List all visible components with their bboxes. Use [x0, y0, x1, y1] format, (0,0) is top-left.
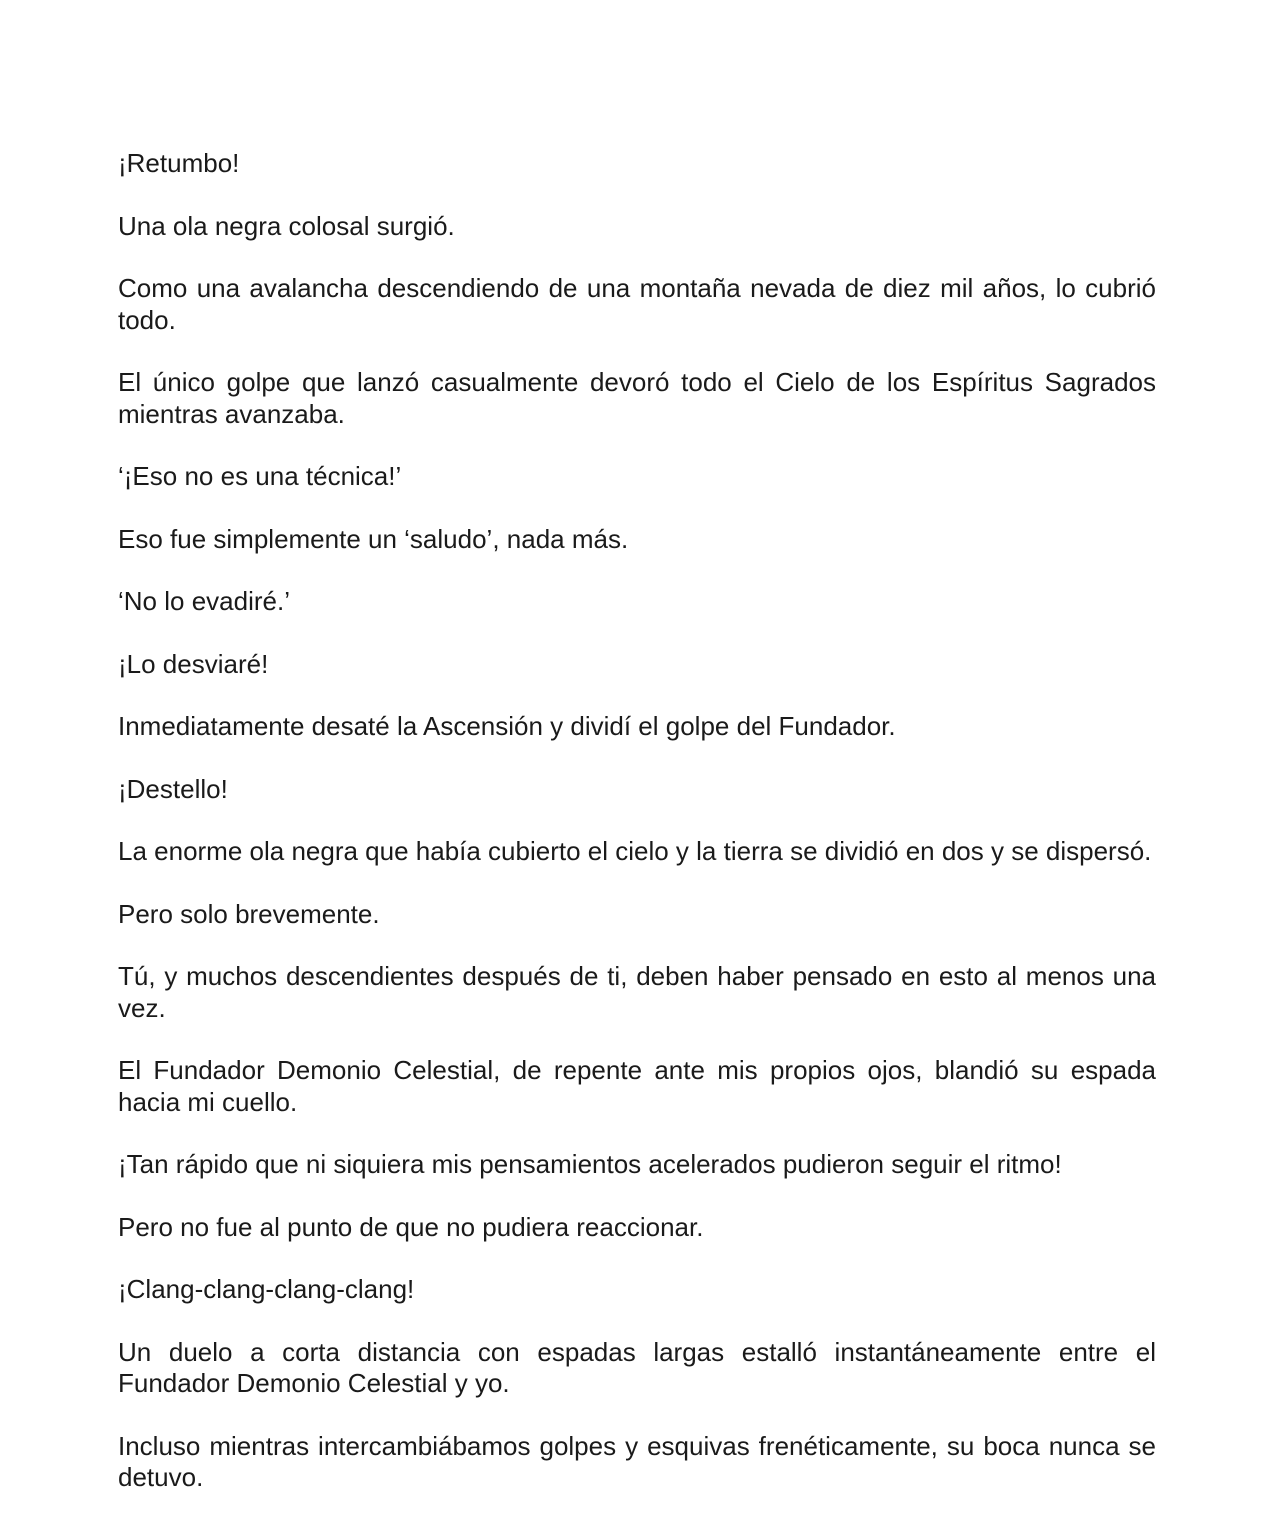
paragraph: Una ola negra colosal surgió. [118, 210, 455, 241]
paragraph: Inmediatamente desaté la Ascensión y dividí el golpe del Fundador. [118, 711, 896, 741]
paragraph: Eso fue simplemente un ‘saludo’, nada más. [118, 523, 629, 554]
paragraph: ¡Destello! [118, 773, 228, 804]
paragraph: ¡Tan rápido que ni siquiera mis pensamientos acelerados pudieron seguir el ritmo! [118, 1149, 1062, 1179]
body-text [118, 148, 1156, 1525]
paragraph: El Fundador Demonio Celestial, de repente ante mis propios ojos, blandió su espada hacia mi cuello. [118, 1055, 1156, 1117]
paragraph: ‘No lo evadiré.’ [118, 586, 290, 616]
paragraph: Pero no fue al punto de que no pudiera reaccionar. [118, 1211, 704, 1242]
paragraph: El único golpe que lanzó casualmente devoró todo el Cielo de los Espíritus Sagrados mientras avanzaba. [118, 367, 1156, 429]
paragraph: ¡Retumbo! [118, 148, 240, 178]
paragraph: Pero solo brevemente. [118, 898, 380, 929]
paragraph: ¡Clang-clang-clang-clang! [118, 1274, 415, 1304]
paragraph: ‘¡Eso no es una técnica!’ [118, 461, 402, 491]
paragraph: La enorme ola negra que había cubierto el cielo y la tierra se dividió en dos y se dispersó. [118, 836, 1152, 866]
paragraph: Tú, y muchos descendientes después de ti, deben haber pensado en esto al menos una vez. [118, 961, 1156, 1023]
paragraph: Un duelo a corta distancia con espadas largas estalló instantáneamente entre el Fundador Demonio Celestial y yo. [118, 1336, 1156, 1398]
paragraph: Como una avalancha descendiendo de una montaña nevada de diez mil años, lo cubrió todo. [118, 273, 1156, 335]
paragraph: Incluso mientras intercambiábamos golpes y esquivas frenéticamente, su boca nunca se detuvo. [118, 1430, 1156, 1492]
paragraph: ¡Lo desviaré! [118, 648, 269, 679]
